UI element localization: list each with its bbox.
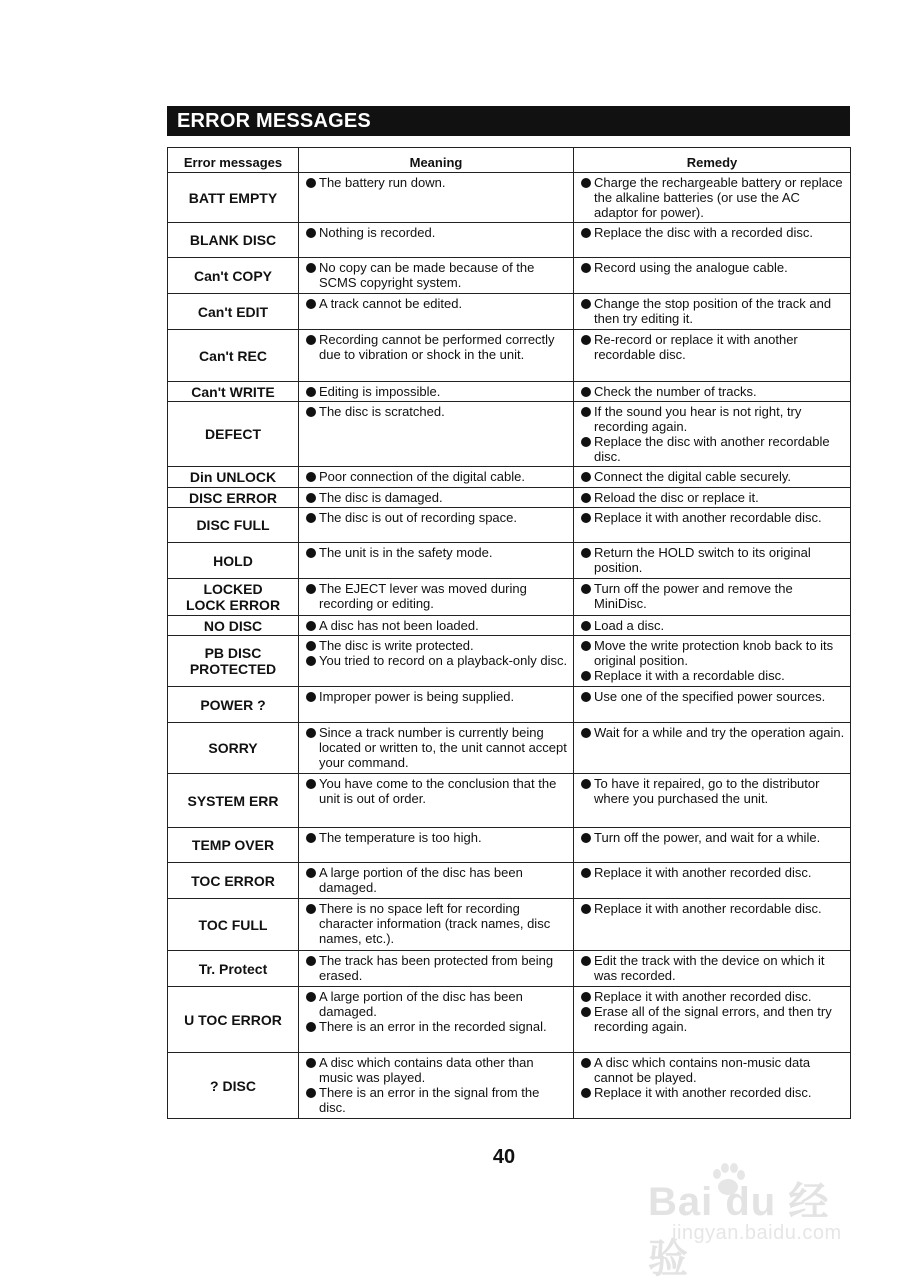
remedy-bullet-item: To have it repaired, go to the distributor where you purchased the unit. bbox=[580, 776, 846, 806]
meaning-bullet-item: The temperature is too high. bbox=[305, 830, 569, 845]
remedy-bullet-item: A disc which contains non-music data cannot be played. bbox=[580, 1055, 846, 1085]
table-body bbox=[168, 173, 851, 1119]
remedy-bullet-item: Connect the digital cable securely. bbox=[580, 469, 846, 484]
remedy-cell bbox=[574, 687, 851, 723]
remedy-bullet-item: Return the HOLD switch to its original position. bbox=[580, 545, 846, 575]
error-code: TOC ERROR bbox=[191, 872, 275, 889]
error-code-cell bbox=[168, 402, 299, 467]
meaning-cell bbox=[299, 402, 574, 467]
meaning-cell bbox=[299, 467, 574, 488]
meaning-list bbox=[299, 488, 573, 507]
meaning-cell bbox=[299, 899, 574, 951]
remedy-cell bbox=[574, 467, 851, 488]
meaning-bullet-item: The track has been protected from being erased. bbox=[305, 953, 569, 983]
remedy-cell bbox=[574, 987, 851, 1053]
remedy-cell bbox=[574, 173, 851, 223]
table-header-row bbox=[168, 148, 851, 173]
error-code-cell bbox=[168, 579, 299, 616]
table-row bbox=[168, 636, 851, 687]
error-code: Can't COPY bbox=[193, 267, 272, 284]
remedy-cell bbox=[574, 258, 851, 294]
remedy-cell bbox=[574, 951, 851, 987]
meaning-list bbox=[299, 899, 573, 948]
meaning-cell bbox=[299, 987, 574, 1053]
error-code-cell bbox=[168, 636, 299, 687]
remedy-cell bbox=[574, 616, 851, 636]
error-code-cell bbox=[168, 173, 299, 223]
meaning-bullet-item: A disc which contains data other than music was played. bbox=[305, 1055, 569, 1085]
error-code: POWER ? bbox=[200, 696, 266, 713]
error-code: Din UNLOCK bbox=[189, 469, 277, 485]
remedy-cell bbox=[574, 294, 851, 330]
meaning-list bbox=[299, 579, 573, 613]
remedy-bullet-item: Replace it with another recordable disc. bbox=[580, 510, 846, 525]
meaning-bullet-item: The disc is scratched. bbox=[305, 404, 569, 419]
remedy-cell bbox=[574, 723, 851, 774]
meaning-cell bbox=[299, 330, 574, 382]
remedy-bullet-item: Erase all of the signal errors, and then try recording again. bbox=[580, 1004, 846, 1034]
table-row bbox=[168, 774, 851, 828]
remedy-list bbox=[574, 828, 850, 847]
remedy-bullet-item: Change the stop position of the track and then try editing it. bbox=[580, 296, 846, 326]
error-code: Tr. Protect bbox=[198, 960, 268, 977]
remedy-list bbox=[574, 173, 850, 222]
remedy-list bbox=[574, 899, 850, 918]
remedy-list bbox=[574, 723, 850, 742]
error-code-cell bbox=[168, 488, 299, 508]
meaning-bullet-item: The disc is damaged. bbox=[305, 490, 569, 505]
remedy-list bbox=[574, 774, 850, 808]
meaning-bullet-item: Editing is impossible. bbox=[305, 384, 569, 399]
remedy-cell bbox=[574, 543, 851, 579]
error-code-cell bbox=[168, 258, 299, 294]
section-title: ERROR MESSAGES bbox=[167, 106, 850, 136]
meaning-bullet-item: Improper power is being supplied. bbox=[305, 689, 569, 704]
meaning-list bbox=[299, 467, 573, 486]
remedy-list bbox=[574, 616, 850, 635]
error-code: TOC FULL bbox=[198, 916, 268, 933]
error-code: ? DISC bbox=[210, 1077, 256, 1094]
remedy-cell bbox=[574, 863, 851, 899]
table-row bbox=[168, 258, 851, 294]
error-messages-table bbox=[167, 147, 851, 1119]
table-row bbox=[168, 579, 851, 616]
meaning-cell bbox=[299, 1053, 574, 1119]
table-row bbox=[168, 382, 851, 402]
table-row bbox=[168, 616, 851, 636]
error-code-cell bbox=[168, 774, 299, 828]
meaning-bullet-item: Nothing is recorded. bbox=[305, 225, 569, 240]
meaning-cell bbox=[299, 173, 574, 223]
error-code-cell bbox=[168, 687, 299, 723]
meaning-cell bbox=[299, 774, 574, 828]
error-code: PROTECTED bbox=[189, 661, 277, 677]
meaning-bullet-item: The unit is in the safety mode. bbox=[305, 545, 569, 560]
error-code: SORRY bbox=[208, 740, 258, 756]
remedy-bullet-item: Reload the disc or replace it. bbox=[580, 490, 846, 505]
meaning-list bbox=[299, 382, 573, 401]
remedy-bullet-item: Turn off the power and remove the MiniDisc. bbox=[580, 581, 846, 611]
table-row bbox=[168, 899, 851, 951]
error-code-cell bbox=[168, 543, 299, 579]
error-code-cell bbox=[168, 863, 299, 899]
error-code-cell bbox=[168, 508, 299, 543]
meaning-list bbox=[299, 294, 573, 313]
meaning-cell bbox=[299, 636, 574, 687]
meaning-list bbox=[299, 223, 573, 242]
table-row bbox=[168, 951, 851, 987]
meaning-list bbox=[299, 863, 573, 897]
meaning-bullet-item: The disc is write protected. bbox=[305, 638, 569, 653]
error-code: LOCKED bbox=[203, 581, 263, 597]
meaning-list bbox=[299, 951, 573, 985]
error-code-cell bbox=[168, 467, 299, 488]
remedy-list bbox=[574, 863, 850, 882]
remedy-cell bbox=[574, 579, 851, 616]
error-code-cell bbox=[168, 987, 299, 1053]
meaning-cell bbox=[299, 951, 574, 987]
remedy-bullet-item: Replace it with another recordable disc. bbox=[580, 901, 846, 916]
watermark-url: jingyan.baidu.com bbox=[672, 1222, 842, 1244]
error-code: LOCK ERROR bbox=[185, 597, 281, 613]
remedy-bullet-item: Re-record or replace it with another recordable disc. bbox=[580, 332, 846, 362]
meaning-list bbox=[299, 828, 573, 847]
meaning-cell bbox=[299, 294, 574, 330]
meaning-bullet-item: You tried to record on a playback-only disc. bbox=[305, 653, 569, 668]
meaning-list bbox=[299, 330, 573, 364]
error-code-cell bbox=[168, 1053, 299, 1119]
table-row bbox=[168, 1053, 851, 1119]
remedy-list bbox=[574, 1053, 850, 1102]
error-code: DEFECT bbox=[205, 426, 261, 442]
remedy-cell bbox=[574, 223, 851, 258]
error-code: DISC ERROR bbox=[189, 489, 277, 506]
remedy-list bbox=[574, 382, 850, 401]
error-code: SYSTEM ERR bbox=[187, 792, 279, 809]
meaning-cell bbox=[299, 863, 574, 899]
remedy-list bbox=[574, 579, 850, 613]
remedy-bullet-item: Replace the disc with another recordable disc. bbox=[580, 434, 846, 464]
remedy-bullet-item: Replace it with a recordable disc. bbox=[580, 668, 846, 683]
remedy-cell bbox=[574, 636, 851, 687]
remedy-list bbox=[574, 543, 850, 577]
remedy-bullet-item: Replace it with another recorded disc. bbox=[580, 865, 846, 880]
error-code: HOLD bbox=[213, 552, 253, 569]
remedy-cell bbox=[574, 1053, 851, 1119]
meaning-bullet-item: The battery run down. bbox=[305, 175, 569, 190]
watermark-logo-text: Bai du 经验 bbox=[648, 1180, 830, 1281]
meaning-cell bbox=[299, 508, 574, 543]
table-row bbox=[168, 330, 851, 382]
error-code-cell bbox=[168, 616, 299, 636]
meaning-list bbox=[299, 543, 573, 562]
table-row bbox=[168, 987, 851, 1053]
table-row bbox=[168, 488, 851, 508]
remedy-cell bbox=[574, 828, 851, 863]
remedy-bullet-item: Replace the disc with a recorded disc. bbox=[580, 225, 846, 240]
error-code-cell bbox=[168, 382, 299, 402]
meaning-list bbox=[299, 173, 573, 192]
remedy-cell bbox=[574, 402, 851, 467]
remedy-list bbox=[574, 402, 850, 466]
error-code-cell bbox=[168, 899, 299, 951]
meaning-cell bbox=[299, 616, 574, 636]
table-row bbox=[168, 863, 851, 899]
meaning-list bbox=[299, 987, 573, 1036]
meaning-cell bbox=[299, 258, 574, 294]
remedy-cell bbox=[574, 330, 851, 382]
meaning-bullet-item: There is an error in the signal from the disc. bbox=[305, 1085, 569, 1115]
meaning-list bbox=[299, 723, 573, 772]
remedy-cell bbox=[574, 382, 851, 402]
error-code: Can't EDIT bbox=[197, 303, 269, 320]
remedy-bullet-item: Use one of the specified power sources. bbox=[580, 689, 846, 704]
remedy-list bbox=[574, 467, 850, 486]
error-code-cell bbox=[168, 223, 299, 258]
remedy-list bbox=[574, 223, 850, 242]
error-code: Can't WRITE bbox=[191, 383, 275, 400]
table-row bbox=[168, 543, 851, 579]
meaning-list bbox=[299, 508, 573, 527]
meaning-cell bbox=[299, 382, 574, 402]
meaning-list bbox=[299, 616, 573, 635]
error-code: Can't REC bbox=[199, 347, 267, 364]
error-code-cell bbox=[168, 828, 299, 863]
remedy-list bbox=[574, 636, 850, 685]
error-code: U TOC ERROR bbox=[184, 1011, 282, 1028]
meaning-bullet-item: The EJECT lever was moved during recording or editing. bbox=[305, 581, 569, 611]
remedy-list bbox=[574, 987, 850, 1036]
table-row bbox=[168, 223, 851, 258]
remedy-bullet-item: Check the number of tracks. bbox=[580, 384, 846, 399]
remedy-list bbox=[574, 258, 850, 277]
header-error-messages: Error messages bbox=[168, 148, 299, 173]
header-meaning: Meaning bbox=[299, 148, 574, 173]
meaning-list bbox=[299, 774, 573, 808]
meaning-cell bbox=[299, 488, 574, 508]
remedy-list bbox=[574, 330, 850, 364]
remedy-cell bbox=[574, 899, 851, 951]
meaning-bullet-item: Poor connection of the digital cable. bbox=[305, 469, 569, 484]
table-row bbox=[168, 828, 851, 863]
meaning-bullet-item: Since a track number is currently being located or written to, the unit cannot accept your command. bbox=[305, 725, 569, 770]
remedy-cell bbox=[574, 774, 851, 828]
meaning-bullet-item: A track cannot be edited. bbox=[305, 296, 569, 311]
meaning-bullet-item: A large portion of the disc has been damaged. bbox=[305, 865, 569, 895]
meaning-bullet-item: No copy can be made because of the SCMS copyright system. bbox=[305, 260, 569, 290]
error-code: BLANK DISC bbox=[189, 232, 277, 248]
remedy-bullet-item: Replace it with another recorded disc. bbox=[580, 989, 846, 1004]
remedy-bullet-item: Edit the track with the device on which it was recorded. bbox=[580, 953, 846, 983]
error-code-cell bbox=[168, 330, 299, 382]
meaning-list bbox=[299, 687, 573, 706]
error-code-cell bbox=[168, 723, 299, 774]
meaning-bullet-item: A disc has not been loaded. bbox=[305, 618, 569, 633]
remedy-cell bbox=[574, 488, 851, 508]
remedy-bullet-item: Load a disc. bbox=[580, 618, 846, 633]
meaning-bullet-item: A large portion of the disc has been damaged. bbox=[305, 989, 569, 1019]
meaning-bullet-item: Recording cannot be performed correctly due to vibration or shock in the unit. bbox=[305, 332, 569, 362]
remedy-bullet-item: If the sound you hear is not right, try recording again. bbox=[580, 404, 846, 434]
meaning-bullet-item: You have come to the conclusion that the unit is out of order. bbox=[305, 776, 569, 806]
meaning-cell bbox=[299, 723, 574, 774]
remedy-bullet-item: Charge the rechargeable battery or replace the alkaline batteries (or use the AC adaptor for power). bbox=[580, 175, 846, 220]
meaning-cell bbox=[299, 687, 574, 723]
header-remedy: Remedy bbox=[574, 148, 851, 173]
page-number: 40 bbox=[492, 1146, 516, 1168]
remedy-bullet-item: Replace it with another recorded disc. bbox=[580, 1085, 846, 1100]
error-code: NO DISC bbox=[203, 617, 263, 634]
remedy-bullet-item: Turn off the power, and wait for a while. bbox=[580, 830, 846, 845]
meaning-list bbox=[299, 258, 573, 292]
meaning-bullet-item: There is no space left for recording character information (track names, disc names, etc.). bbox=[305, 901, 569, 946]
meaning-cell bbox=[299, 223, 574, 258]
remedy-bullet-item: Wait for a while and try the operation again. bbox=[580, 725, 846, 740]
error-code: PB DISC bbox=[204, 645, 262, 661]
table-row bbox=[168, 294, 851, 330]
meaning-cell bbox=[299, 828, 574, 863]
error-code: BATT EMPTY bbox=[188, 189, 278, 206]
error-code: TEMP OVER bbox=[191, 837, 275, 853]
remedy-bullet-item: Move the write protection knob back to its original position. bbox=[580, 638, 846, 668]
meaning-cell bbox=[299, 579, 574, 616]
error-code-cell bbox=[168, 951, 299, 987]
watermark bbox=[640, 1160, 870, 1281]
meaning-list bbox=[299, 402, 573, 421]
meaning-list bbox=[299, 1053, 573, 1117]
table-row bbox=[168, 402, 851, 467]
remedy-list bbox=[574, 687, 850, 706]
table-row bbox=[168, 723, 851, 774]
table-row bbox=[168, 467, 851, 488]
remedy-list bbox=[574, 951, 850, 985]
remedy-list bbox=[574, 294, 850, 328]
error-code-cell bbox=[168, 294, 299, 330]
table-row bbox=[168, 687, 851, 723]
meaning-bullet-item: The disc is out of recording space. bbox=[305, 510, 569, 525]
remedy-bullet-item: Record using the analogue cable. bbox=[580, 260, 846, 275]
remedy-list bbox=[574, 488, 850, 507]
meaning-cell bbox=[299, 543, 574, 579]
remedy-cell bbox=[574, 508, 851, 543]
meaning-bullet-item: There is an error in the recorded signal. bbox=[305, 1019, 569, 1034]
table-row bbox=[168, 508, 851, 543]
remedy-list bbox=[574, 508, 850, 527]
error-code: DISC FULL bbox=[196, 517, 270, 533]
table-row bbox=[168, 173, 851, 223]
meaning-list bbox=[299, 636, 573, 670]
